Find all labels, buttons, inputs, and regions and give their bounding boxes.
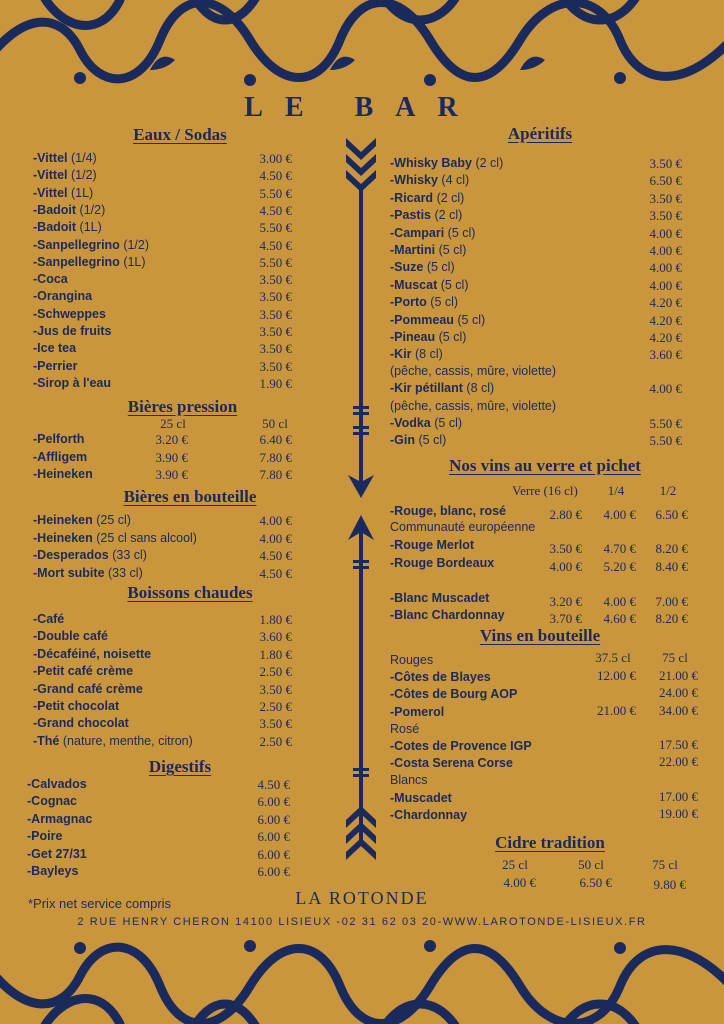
item-price: 3.50 €	[549, 541, 582, 556]
item-price: 4.50 €	[257, 777, 290, 792]
item-name: -Poire	[27, 829, 63, 844]
section-title-digestifs: Digestifs	[148, 757, 212, 776]
item-price: 4.20 €	[649, 330, 682, 345]
item-size: (25 cl)	[96, 513, 131, 527]
section-title-bouteille: Bières en bouteille	[123, 487, 257, 506]
item-price: 3.50 €	[259, 341, 292, 357]
item-price: 22.00 €	[659, 754, 698, 770]
item-size: (2 cl)	[475, 156, 504, 170]
item-price: 4.50 €	[259, 168, 292, 184]
item-price: 5.50 €	[649, 433, 682, 449]
item-price: 3.60 €	[649, 347, 682, 363]
item-price: 5.50 €	[649, 416, 682, 431]
footnote: *Prix net service compris	[28, 896, 172, 911]
item-size: (1L)	[70, 185, 94, 200]
item-price: 21.00 €	[597, 702, 636, 718]
cidre-col-50: 50 cl	[578, 857, 604, 872]
item-price: 2.80 €	[549, 507, 582, 522]
center-arrow-ornament	[338, 130, 384, 900]
item-price: 3.50 €	[259, 358, 292, 374]
item-name: -Calvados	[27, 777, 87, 791]
vins-verre-note: Communauté européenne	[390, 520, 536, 534]
item-name: -Côtes de Bourg AOP	[390, 687, 518, 702]
item-price: 3.50 €	[649, 190, 682, 206]
item-size: (5 cl)	[440, 277, 469, 292]
item-name: -Schweppes	[33, 306, 106, 321]
item-price: 3.50 €	[259, 272, 292, 288]
item-price: 6.00 €	[257, 794, 290, 810]
item-price: 3.50 €	[259, 306, 292, 322]
item-name: -Costa Serena Corse	[390, 756, 513, 771]
item-name: -Get 27/31	[27, 846, 87, 861]
item-price: 7.80 €	[259, 449, 292, 465]
item-price: 34.00 €	[659, 702, 698, 718]
item-name: -Pommeau (5 cl)	[390, 312, 486, 327]
item-name: -Muscadet	[390, 791, 452, 805]
item-name: -Rouge Bordeaux	[390, 556, 495, 570]
vins-verre-col-quart: 1/4	[607, 483, 625, 498]
item-name: -Whisky Baby (2 cl)	[390, 156, 504, 170]
item-price: 21.00 €	[659, 668, 698, 683]
item-name: -Jus de fruits	[33, 324, 112, 338]
item-price: 6.00 €	[257, 811, 290, 827]
item-price: 3.50 €	[649, 156, 682, 171]
item-name: -Martini (5 cl)	[390, 243, 467, 257]
item-name: -Petit café crème	[33, 664, 134, 679]
item-price: 3.50 €	[259, 324, 292, 339]
item-name: -Heineken (25 cl sans alcool)	[33, 530, 197, 545]
item-price: 17.50 €	[659, 737, 698, 752]
item-size: (5 cl)	[418, 433, 447, 448]
item-name: -Sanpellegrino (1/2)	[33, 237, 150, 252]
vins-bouteille-col-375: 37.5 cl	[595, 650, 631, 665]
item-name: -Heineken (25 cl)	[33, 513, 131, 527]
item-name: -Vittel (1/2)	[33, 168, 97, 183]
item-price: 2.50 €	[259, 733, 292, 749]
vins-verre-col-demi: 1/2	[659, 483, 677, 498]
item-price: 1.80 €	[259, 612, 292, 627]
item-price: 2.50 €	[259, 664, 292, 680]
item-name: -Blanc Muscadet	[390, 591, 490, 605]
item-name: -Suze (5 cl)	[390, 260, 455, 275]
item-price: 2.50 €	[259, 699, 292, 714]
pression-col-50: 50 cl	[262, 416, 288, 431]
item-price: 6.00 €	[257, 829, 290, 845]
section-title-vins-verre: Nos vins au verre et pichet	[449, 456, 641, 475]
item-price: 3.50 €	[259, 716, 292, 732]
item-price: 1.90 €	[259, 375, 292, 391]
item-name: -Kir (8 cl)	[390, 347, 443, 362]
item-price: 5.20 €	[603, 559, 636, 574]
item-size: (5 cl)	[430, 295, 459, 310]
cidre-col-75: 75 cl	[652, 857, 678, 872]
item-price: 19.00 €	[659, 806, 698, 822]
item-name: -Vittel (1L)	[33, 185, 94, 200]
item-size: (4 cl)	[441, 173, 470, 188]
item-name: -Ice tea	[33, 341, 77, 356]
item-size: (5 cl)	[438, 243, 467, 257]
item-price: 6.00 €	[257, 846, 290, 862]
item-price: 4.50 €	[259, 548, 292, 563]
item-name: -Gin (5 cl)	[390, 433, 447, 448]
bottom-ornament-band	[0, 936, 724, 1024]
cidre-price-75: 9.80 €	[653, 877, 686, 892]
item-size: (5 cl)	[434, 416, 463, 430]
item-name: -Cotes de Provence IGP	[390, 739, 532, 753]
item-size: (5 cl)	[426, 260, 455, 275]
item-size: (1/2)	[123, 237, 150, 252]
item-name: -Blanc Chardonnay	[390, 608, 505, 622]
section-title-aperitifs: Apéritifs	[507, 124, 573, 143]
item-price: 4.70 €	[603, 541, 636, 556]
item-name: -Pastis (2 cl)	[390, 208, 463, 223]
cidre-col-25: 25 cl	[502, 857, 528, 872]
item-price: 4.00 €	[603, 594, 636, 609]
item-name: -Double café	[33, 629, 109, 644]
item-price: 3.50 €	[259, 681, 292, 697]
item-name: -Grand chocolat	[33, 716, 129, 731]
item-name: -Sanpellegrino (1L)	[33, 254, 146, 269]
item-price: 6.50 €	[655, 507, 688, 522]
page-title: LE BAR	[244, 92, 480, 123]
item-price: 6.00 €	[257, 864, 290, 879]
cidre-price-50: 6.50 €	[579, 875, 612, 890]
item-name: -Grand café crème	[33, 681, 143, 696]
item-name: -Armagnac	[27, 811, 93, 826]
item-size: (8 cl)	[415, 347, 443, 362]
footer-address: 2 RUE HENRY CHERON 14100 LISIEUX -02 31 62 03 20-WWW.LAROTONDE-LISIEUX.FR	[77, 916, 647, 928]
item-price: 12.00 €	[597, 668, 636, 683]
item-name: -Côtes de Blayes	[390, 670, 491, 684]
item-price: 4.00 €	[259, 530, 292, 546]
item-name: -Whisky (4 cl)	[390, 173, 470, 188]
item-price: 4.60 €	[603, 611, 636, 626]
item-price: 3.60 €	[259, 629, 292, 645]
item-price: 6.50 €	[649, 173, 682, 189]
wine-category: Blancs	[390, 773, 428, 787]
item-price: 3.50 €	[649, 208, 682, 224]
item-price: 6.40 €	[259, 432, 292, 447]
item-size: (1L)	[79, 220, 102, 235]
section-title-vins-bouteille: Vins en bouteille	[479, 626, 601, 645]
section-title-pression: Bières pression	[127, 397, 238, 416]
item-price: 4.00 €	[649, 277, 682, 293]
item-name: -Rouge Merlot	[390, 538, 475, 552]
item-name: -Thé (nature, menthe, citron)	[33, 733, 193, 748]
item-price: 4.50 €	[259, 565, 292, 581]
item-size: (33 cl)	[112, 548, 147, 562]
wine-category: Rouges	[390, 653, 434, 667]
vins-bouteille-col-75: 75 cl	[662, 650, 688, 665]
item-name: -Campari (5 cl)	[390, 225, 476, 240]
item-name: -Cognac	[27, 794, 77, 809]
item-price: 4.00 €	[649, 243, 682, 258]
item-name: -Vodka (5 cl)	[390, 416, 463, 430]
item-price: 8.20 €	[655, 541, 688, 556]
item-price: 3.70 €	[549, 611, 582, 626]
item-name: -Perrier	[33, 358, 78, 373]
item-name: -Ricard (2 cl)	[390, 190, 465, 205]
item-price: 4.00 €	[649, 260, 682, 276]
item-size: (5 cl)	[457, 312, 486, 327]
item-name: -Vittel (1/4)	[33, 151, 97, 165]
item-name: -Sirop à l'eau	[33, 375, 111, 390]
item-size: (2 cl)	[434, 208, 463, 223]
item-name: -Orangina	[33, 289, 93, 304]
footer-venue-name: LA ROTONDE	[295, 888, 429, 908]
item-price: 4.00 €	[259, 513, 292, 528]
item-price: 8.40 €	[655, 559, 688, 574]
item-size: (1L)	[123, 254, 146, 269]
item-size: (1/2)	[70, 168, 97, 183]
item-price: 3.20 €	[155, 432, 188, 447]
item-name: -Rouge, blanc, rosé	[390, 504, 506, 518]
item-price: 4.20 €	[649, 295, 682, 311]
item-name: -Café	[33, 612, 65, 626]
item-name: -Coca	[33, 272, 68, 287]
item-name: -Pelforth	[33, 432, 85, 446]
item-price: 3.90 €	[155, 449, 188, 465]
cidre-price-25: 4.00 €	[503, 875, 536, 890]
vins-verre-col-verre: Verre (16 cl)	[512, 483, 578, 498]
item-name: -Badoit (1/2)	[33, 202, 106, 217]
item-size: (5 cl)	[447, 225, 476, 240]
section-title-chaudes: Boissons chaudes	[127, 583, 253, 602]
item-size: (1/4)	[70, 151, 97, 165]
item-name: -Bayleys	[27, 864, 79, 878]
item-price: 5.50 €	[259, 185, 292, 201]
item-price: 3.50 €	[259, 289, 292, 305]
item-price: 24.00 €	[659, 685, 698, 701]
item-price: 4.00 €	[549, 559, 582, 574]
item-price: 4.50 €	[259, 237, 292, 253]
item-name: -Mort subite (33 cl)	[33, 565, 143, 580]
item-size: (1/2)	[79, 202, 106, 217]
item-name: -Kir pétillant (8 cl)	[390, 381, 495, 395]
item-price: 7.80 €	[259, 467, 292, 482]
item-name: -Desperados (33 cl)	[33, 548, 147, 562]
item-price: 17.00 €	[659, 789, 698, 804]
item-price: 3.20 €	[549, 594, 582, 609]
item-size: (33 cl)	[108, 565, 143, 580]
item-name: -Petit chocolat	[33, 699, 120, 713]
item-size: (25 cl sans alcool)	[96, 530, 197, 545]
item-size: (nature, menthe, citron)	[62, 733, 193, 748]
top-ornament-band	[0, 0, 724, 92]
section-title-cidre: Cidre tradition	[495, 833, 605, 852]
item-price: 5.50 €	[259, 254, 292, 270]
section-title-eaux: Eaux / Sodas	[133, 125, 227, 144]
item-price: 4.00 €	[649, 381, 682, 396]
item-price: 4.00 €	[603, 507, 636, 522]
item-price: 3.90 €	[155, 467, 188, 482]
item-price: 3.00 €	[259, 151, 292, 166]
kir-flavours: (pêche, cassis, mûre, violette)	[390, 364, 557, 378]
item-name: -Chardonnay	[390, 808, 468, 823]
item-price: 5.50 €	[259, 220, 292, 236]
item-name: -Heineken	[33, 467, 93, 481]
item-name: -Décaféiné, noisette	[33, 646, 152, 661]
item-name: -Muscat (5 cl)	[390, 277, 469, 292]
kir-petillant-flavours: (pêche, cassis, mûre, violette)	[390, 399, 557, 413]
item-price: 7.00 €	[655, 594, 688, 609]
pression-col-25: 25 cl	[160, 416, 186, 431]
item-price: 4.50 €	[259, 202, 292, 218]
item-price: 8.20 €	[655, 611, 688, 626]
item-name: -Porto (5 cl)	[390, 295, 459, 310]
item-size: (5 cl)	[438, 330, 467, 344]
wine-category: Rosé	[390, 722, 420, 736]
item-size: (2 cl)	[436, 190, 465, 205]
item-size: (8 cl)	[466, 381, 495, 395]
item-price: 4.20 €	[649, 312, 682, 328]
item-name: -Pineau (5 cl)	[390, 330, 467, 344]
item-price: 4.00 €	[649, 225, 682, 241]
item-price: 1.80 €	[259, 646, 292, 662]
item-name: -Affligem	[33, 449, 88, 464]
item-name: -Badoit (1L)	[33, 220, 102, 235]
item-name: -Pomerol	[390, 704, 445, 719]
